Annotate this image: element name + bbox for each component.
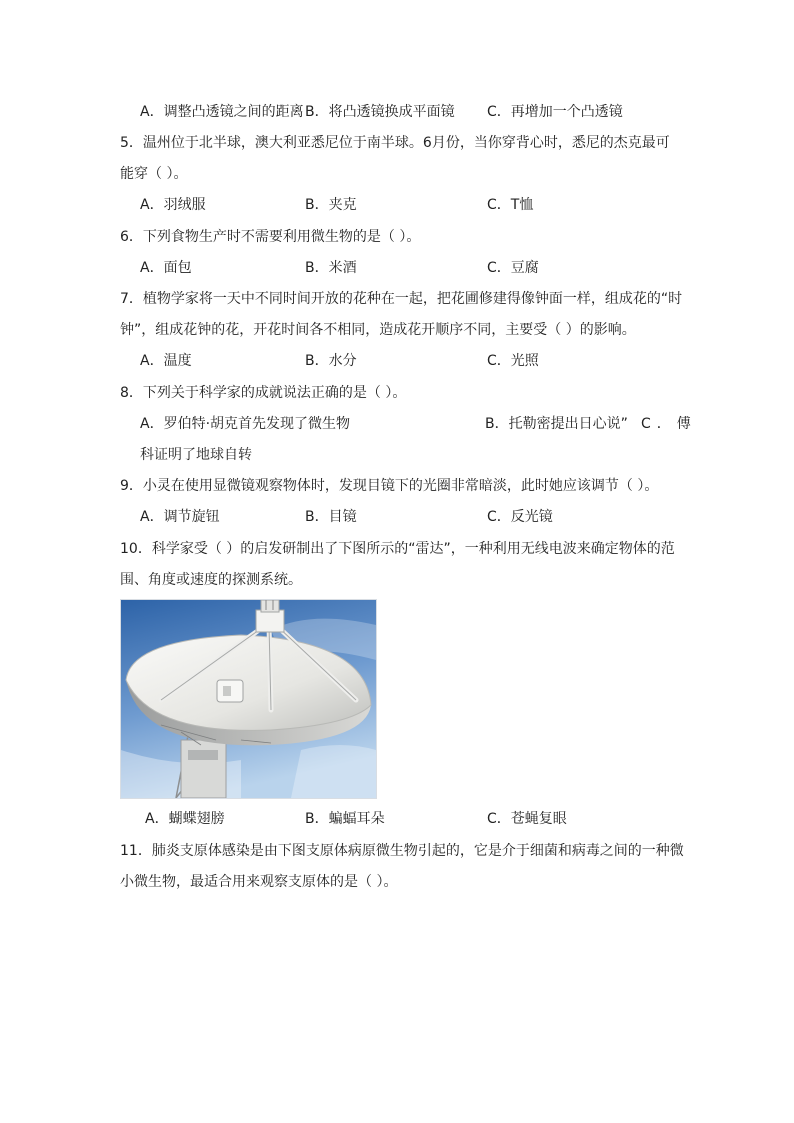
q6-option-a: A．面包 [140,260,192,276]
q7-text-line2: 钟”，组成花钟的花，开花时间各不相同，造成花开顺序不同，主要受（ ）的影响。 [120,322,636,338]
q5-option-a: A．羽绒服 [140,197,206,213]
q4-option-c: C．再增加一个凸透镜 [487,104,623,120]
q9-text-line1: 9．小灵在使用显微镜观察物体时，发现目镜下的光圈非常暗淡，此时她应该调节（ ）。 [120,478,659,494]
q8-option-c: C．傅 [641,416,697,432]
q8-option-c-continued: 科证明了地球自转 [140,447,252,463]
q6-option-b: B．米酒 [305,260,357,276]
q5-option-c: C．T恤 [487,197,534,213]
q5-text-line1: 5．温州位于北半球，澳大利亚悉尼位于南半球。6月份，当你穿背心时，悉尼的杰克最可 [120,135,670,151]
q11-text-line2: 小微生物，最适合用来观察支原体的是（ ）。 [120,874,398,890]
q7-option-c: C．光照 [487,353,539,369]
q6-option-c: C．豆腐 [487,260,539,276]
q4-option-a: A．调整凸透镜之间的距离 [140,104,304,120]
q5-text-line2: 能穿（ ）。 [120,166,188,182]
q10-option-b: B．蝙蝠耳朵 [305,811,385,827]
q10-text-line2: 围、角度或速度的探测系统。 [120,572,302,588]
q8-option-a: A．罗伯特·胡克首先发现了微生物 [140,416,351,432]
q8-option-b: B．托勒密提出日心说” [485,416,628,432]
q4-option-b: B．将凸透镜换成平面镜 [305,104,455,120]
q11-text-line1: 11．肺炎支原体感染是由下图支原体病原微生物引起的，它是介于细菌和病毒之间的一种微 [120,843,684,859]
radar-dish-illustration [121,600,376,798]
q7-option-b: B．水分 [305,353,357,369]
q7-text-line1: 7．植物学家将一天中不同时间开放的花种在一起，把花圃修建得像钟面一样，组成花的“时 [120,291,683,307]
q7-option-a: A．温度 [140,353,192,369]
q9-option-b: B．目镜 [305,509,357,525]
q10-text-line1: 10．科学家受（ ）的启发研制出了下图所示的“雷达”，一种利用无线电波来确定物体的范 [120,541,675,557]
q9-option-c: C．反光镜 [487,509,553,525]
radar-dish-photo [120,599,377,799]
q9-option-a: A．调节旋钮 [140,509,220,525]
q5-option-b: B．夹克 [305,197,357,213]
q10-option-c: C．苍蝇复眼 [487,811,567,827]
q10-option-a: A．蝴蝶翅膀 [145,811,225,827]
q6-text-line1: 6．下列食物生产时不需要利用微生物的是（ ）。 [120,229,421,245]
q8-text-line1: 8．下列关于科学家的成就说法正确的是（ ）。 [120,385,407,401]
